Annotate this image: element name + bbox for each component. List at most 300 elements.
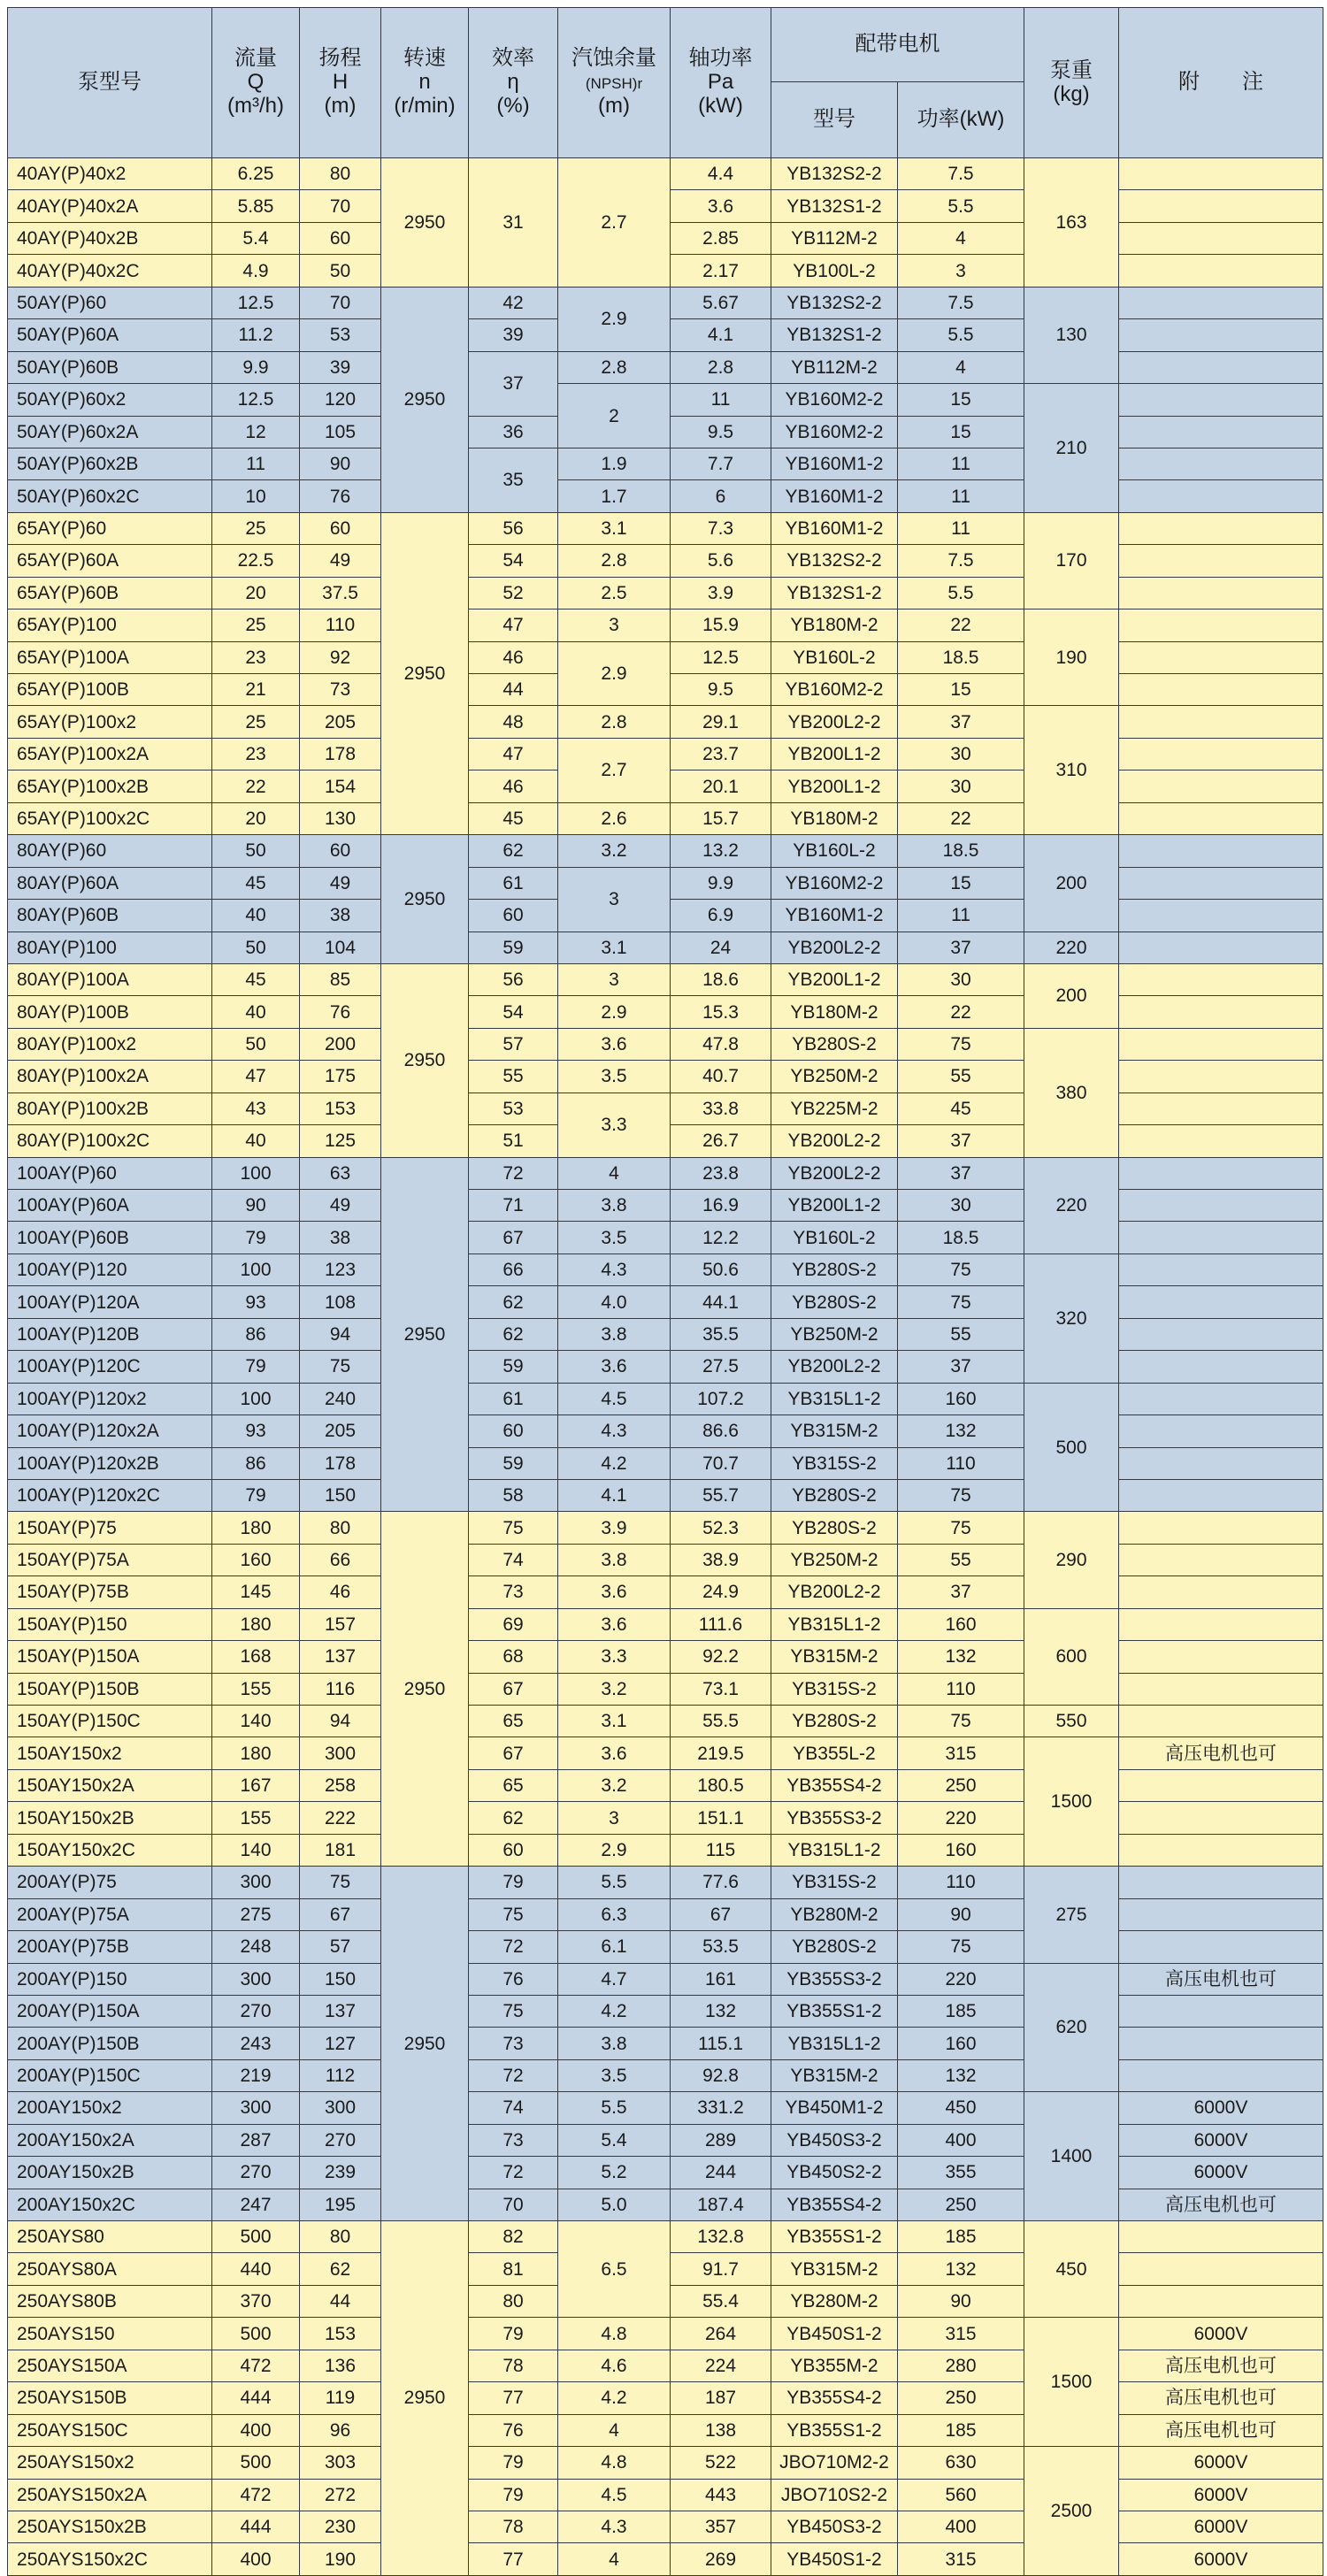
- efficiency-cell: 79: [469, 1867, 558, 1898]
- shaft-power-cell: 5.6: [671, 545, 771, 577]
- efficiency-cell: 55: [469, 1061, 558, 1092]
- note-cell: [1119, 2253, 1323, 2285]
- npsh-cell: 4.5: [558, 2479, 671, 2511]
- pump-model-cell: 200AY(P)75: [8, 1867, 212, 1898]
- motor-power-cell: 37: [898, 706, 1024, 738]
- table-row: [8, 706, 1323, 738]
- table-row: [8, 351, 1323, 383]
- flow-cell: 43: [212, 1092, 300, 1124]
- efficiency-cell: 72: [469, 1157, 558, 1189]
- head-cell: 258: [300, 1769, 381, 1801]
- shaft-power-cell: 161: [671, 1963, 771, 1995]
- head-cell: 90: [300, 448, 381, 479]
- table-row: [8, 996, 1323, 1028]
- shaft-power-cell: 180.5: [671, 1769, 771, 1801]
- head-cell: 105: [300, 416, 381, 448]
- shaft-power-cell: 86.6: [671, 1415, 771, 1447]
- speed-cell: 2950: [381, 512, 469, 834]
- npsh-cell: 3.3: [558, 1092, 671, 1157]
- table-row: [8, 1544, 1323, 1576]
- pump-model-cell: 80AY(P)100x2B: [8, 1092, 212, 1124]
- motor-power-cell: 315: [898, 2318, 1024, 2350]
- npsh-cell: 3: [558, 963, 671, 995]
- note-cell: [1119, 1415, 1323, 1447]
- efficiency-cell: 60: [469, 1415, 558, 1447]
- table-header: [8, 8, 1323, 158]
- flow-cell: 500: [212, 2318, 300, 2350]
- motor-power-cell: 45: [898, 1092, 1024, 1124]
- table-row: [8, 158, 1323, 190]
- flow-cell: 20: [212, 802, 300, 834]
- flow-cell: 23: [212, 738, 300, 770]
- shaft-power-cell: 35.5: [671, 1318, 771, 1350]
- pump-weight-cell: 320: [1024, 1254, 1119, 1383]
- pump-model-cell: 65AY(P)100x2B: [8, 770, 212, 802]
- head-cell: 49: [300, 867, 381, 899]
- pump-model-cell: 50AY(P)60x2: [8, 384, 212, 416]
- shaft-power-cell: 3.6: [671, 190, 771, 222]
- npsh-cell: 6.1: [558, 1931, 671, 1963]
- header-eff-symbol: η: [507, 70, 519, 95]
- flow-cell: 270: [212, 2157, 300, 2189]
- header-speed-symbol: n: [418, 70, 431, 95]
- motor-power-cell: 75: [898, 1028, 1024, 1060]
- shaft-power-cell: 7.3: [671, 512, 771, 544]
- motor-power-cell: 30: [898, 963, 1024, 995]
- note-cell: [1119, 480, 1323, 512]
- head-cell: 272: [300, 2479, 381, 2511]
- note-cell: 6000V: [1119, 2543, 1323, 2575]
- npsh-cell: 3.5: [558, 1222, 671, 1254]
- pump-model-cell: 80AY(P)100A: [8, 963, 212, 995]
- flow-cell: 300: [212, 1963, 300, 1995]
- npsh-cell: 2.9: [558, 641, 671, 706]
- note-cell: [1119, 1995, 1323, 2027]
- pump-model-cell: 250AYS150C: [8, 2414, 212, 2446]
- flow-cell: 500: [212, 2221, 300, 2253]
- note-cell: [1119, 2028, 1323, 2059]
- efficiency-cell: 79: [469, 2479, 558, 2511]
- motor-power-cell: 132: [898, 1415, 1024, 1447]
- pump-model-cell: 100AY(P)120A: [8, 1286, 212, 1318]
- efficiency-cell: 72: [469, 2157, 558, 2189]
- motor-model-cell: YB180M-2: [771, 996, 898, 1028]
- efficiency-cell: 70: [469, 2189, 558, 2220]
- pump-model-cell: 200AY150x2C: [8, 2189, 212, 2220]
- note-cell: [1119, 1092, 1323, 1124]
- table-row: [8, 577, 1323, 609]
- motor-model-cell: YB450S1-2: [771, 2318, 898, 2350]
- efficiency-cell: 48: [469, 706, 558, 738]
- header-weight: [1024, 8, 1119, 158]
- head-cell: 60: [300, 835, 381, 867]
- head-cell: 38: [300, 900, 381, 932]
- shaft-power-cell: 55.4: [671, 2285, 771, 2317]
- motor-power-cell: 18.5: [898, 835, 1024, 867]
- flow-cell: 11: [212, 448, 300, 479]
- efficiency-cell: 56: [469, 512, 558, 544]
- header-npsh: [558, 8, 671, 158]
- flow-cell: 300: [212, 2092, 300, 2124]
- efficiency-cell: 66: [469, 1254, 558, 1285]
- head-cell: 80: [300, 158, 381, 190]
- note-cell: [1119, 1222, 1323, 1254]
- header-shaft-symbol: Pa: [707, 70, 734, 95]
- motor-power-cell: 90: [898, 1898, 1024, 1930]
- shaft-power-cell: 92.8: [671, 2059, 771, 2091]
- header-head-unit: (m): [324, 93, 357, 118]
- motor-model-cell: YB200L1-2: [771, 963, 898, 995]
- note-cell: [1119, 1931, 1323, 1963]
- flow-cell: 6.25: [212, 158, 300, 190]
- head-cell: 67: [300, 1898, 381, 1930]
- head-cell: 157: [300, 1608, 381, 1640]
- table-body: [8, 158, 1323, 2576]
- flow-cell: 40: [212, 900, 300, 932]
- motor-power-cell: 220: [898, 1802, 1024, 1834]
- motor-power-cell: 75: [898, 1931, 1024, 1963]
- motor-power-cell: 37: [898, 1351, 1024, 1383]
- note-cell: [1119, 867, 1323, 899]
- pump-weight-cell: 130: [1024, 287, 1119, 383]
- motor-power-cell: 132: [898, 2059, 1024, 2091]
- table-row: [8, 835, 1323, 867]
- efficiency-cell: 59: [469, 932, 558, 963]
- motor-power-cell: 11: [898, 900, 1024, 932]
- pump-model-cell: 80AY(P)100: [8, 932, 212, 963]
- shaft-power-cell: 244: [671, 2157, 771, 2189]
- npsh-cell: 3.6: [558, 1028, 671, 1060]
- note-cell: [1119, 1286, 1323, 1318]
- npsh-cell: 2.8: [558, 351, 671, 383]
- pump-weight-cell: 1400: [1024, 2092, 1119, 2221]
- flow-cell: 155: [212, 1673, 300, 1705]
- efficiency-cell: 42: [469, 287, 558, 318]
- shaft-power-cell: 27.5: [671, 1351, 771, 1383]
- table-row: [8, 932, 1323, 963]
- header-motor-model: 型号: [771, 82, 898, 158]
- shaft-power-cell: 357: [671, 2511, 771, 2542]
- npsh-cell: 3.9: [558, 1512, 671, 1544]
- motor-model-cell: YB200L1-2: [771, 738, 898, 770]
- pump-model-cell: 80AY(P)60B: [8, 900, 212, 932]
- note-cell: [1119, 158, 1323, 190]
- table-row: [8, 512, 1323, 544]
- npsh-cell: 2: [558, 384, 671, 448]
- head-cell: 96: [300, 2414, 381, 2446]
- shaft-power-cell: 55.7: [671, 1479, 771, 1511]
- header-efficiency: [469, 8, 558, 158]
- pump-model-cell: 150AY(P)150A: [8, 1641, 212, 1673]
- table-row: [8, 2157, 1323, 2189]
- head-cell: 70: [300, 287, 381, 318]
- note-cell: [1119, 1157, 1323, 1189]
- head-cell: 50: [300, 255, 381, 287]
- motor-model-cell: YB355S4-2: [771, 2382, 898, 2414]
- shaft-power-cell: 264: [671, 2318, 771, 2350]
- pump-weight-cell: 380: [1024, 1028, 1119, 1157]
- pump-model-cell: 200AY(P)75B: [8, 1931, 212, 1963]
- flow-cell: 167: [212, 1769, 300, 1801]
- pump-model-cell: 65AY(P)60A: [8, 545, 212, 577]
- motor-model-cell: YB160M2-2: [771, 674, 898, 706]
- speed-cell: 2950: [381, 158, 469, 288]
- pump-model-cell: 65AY(P)100A: [8, 641, 212, 673]
- motor-model-cell: YB160M1-2: [771, 480, 898, 512]
- shaft-power-cell: 2.17: [671, 255, 771, 287]
- npsh-cell: 3: [558, 1802, 671, 1834]
- motor-model-cell: YB132S2-2: [771, 545, 898, 577]
- flow-cell: 140: [212, 1834, 300, 1866]
- motor-model-cell: YB180M-2: [771, 802, 898, 834]
- head-cell: 75: [300, 1867, 381, 1898]
- motor-power-cell: 37: [898, 932, 1024, 963]
- motor-power-cell: 15: [898, 867, 1024, 899]
- shaft-power-cell: 70.7: [671, 1447, 771, 1479]
- note-cell: [1119, 1190, 1323, 1222]
- flow-cell: 22.5: [212, 545, 300, 577]
- motor-model-cell: YB355S3-2: [771, 1802, 898, 1834]
- note-cell: [1119, 706, 1323, 738]
- table-row: [8, 1061, 1323, 1092]
- head-cell: 175: [300, 1061, 381, 1092]
- pump-model-cell: 250AYS80: [8, 2221, 212, 2253]
- flow-cell: 25: [212, 512, 300, 544]
- header-weight-label: 泵重: [1050, 58, 1093, 82]
- note-cell: [1119, 384, 1323, 416]
- note-cell: [1119, 512, 1323, 544]
- motor-power-cell: 185: [898, 2221, 1024, 2253]
- flow-cell: 100: [212, 1254, 300, 1285]
- motor-power-cell: 7.5: [898, 545, 1024, 577]
- efficiency-cell: 67: [469, 1222, 558, 1254]
- flow-cell: 79: [212, 1222, 300, 1254]
- head-cell: 205: [300, 706, 381, 738]
- speed-cell: 2950: [381, 1512, 469, 1867]
- shaft-power-cell: 219.5: [671, 1737, 771, 1769]
- note-cell: [1119, 610, 1323, 641]
- head-cell: 94: [300, 1318, 381, 1350]
- motor-power-cell: 55: [898, 1318, 1024, 1350]
- motor-power-cell: 15: [898, 384, 1024, 416]
- flow-cell: 275: [212, 1898, 300, 1930]
- head-cell: 46: [300, 1576, 381, 1608]
- shaft-power-cell: 4.4: [671, 158, 771, 190]
- header-eff-unit: (%): [496, 93, 530, 118]
- head-cell: 108: [300, 1286, 381, 1318]
- motor-model-cell: YB355S4-2: [771, 1769, 898, 1801]
- note-cell: [1119, 1544, 1323, 1576]
- head-cell: 60: [300, 512, 381, 544]
- pump-model-cell: 200AY150x2B: [8, 2157, 212, 2189]
- note-cell: 6000V: [1119, 2479, 1323, 2511]
- head-cell: 76: [300, 996, 381, 1028]
- shaft-power-cell: 73.1: [671, 1673, 771, 1705]
- head-cell: 112: [300, 2059, 381, 2091]
- efficiency-cell: 75: [469, 1898, 558, 1930]
- motor-power-cell: 220: [898, 1963, 1024, 1995]
- npsh-cell: 3.8: [558, 1190, 671, 1222]
- motor-model-cell: YB160M2-2: [771, 416, 898, 448]
- pump-weight-cell: 290: [1024, 1512, 1119, 1608]
- npsh-cell: 2.6: [558, 802, 671, 834]
- npsh-cell: 4.3: [558, 1254, 671, 1285]
- motor-model-cell: YB280M-2: [771, 2285, 898, 2317]
- table-row: [8, 1802, 1323, 1834]
- efficiency-cell: 35: [469, 448, 558, 512]
- header-npsh-unit: (m): [598, 93, 630, 118]
- note-cell: [1119, 545, 1323, 577]
- head-cell: 239: [300, 2157, 381, 2189]
- shaft-power-cell: 53.5: [671, 1931, 771, 1963]
- flow-cell: 270: [212, 1995, 300, 2027]
- head-cell: 38: [300, 1222, 381, 1254]
- shaft-power-cell: 111.6: [671, 1608, 771, 1640]
- motor-power-cell: 11: [898, 480, 1024, 512]
- shaft-power-cell: 132.8: [671, 2221, 771, 2253]
- note-cell: 高压电机也可: [1119, 2189, 1323, 2220]
- note-cell: [1119, 351, 1323, 383]
- table-row: [8, 2447, 1323, 2479]
- note-cell: [1119, 1447, 1323, 1479]
- efficiency-cell: 65: [469, 1769, 558, 1801]
- efficiency-cell: 62: [469, 1802, 558, 1834]
- motor-power-cell: 185: [898, 2414, 1024, 2446]
- shaft-power-cell: 29.1: [671, 706, 771, 738]
- flow-cell: 93: [212, 1415, 300, 1447]
- pump-model-cell: 200AY150x2: [8, 2092, 212, 2124]
- shaft-power-cell: 132: [671, 1995, 771, 2027]
- table-row: [8, 1479, 1323, 1511]
- motor-model-cell: YB200L2-2: [771, 706, 898, 738]
- efficiency-cell: 76: [469, 2414, 558, 2446]
- motor-power-cell: 30: [898, 770, 1024, 802]
- motor-power-cell: 30: [898, 1190, 1024, 1222]
- head-cell: 49: [300, 1190, 381, 1222]
- head-cell: 75: [300, 1351, 381, 1383]
- head-cell: 200: [300, 1028, 381, 1060]
- note-cell: [1119, 1867, 1323, 1898]
- head-cell: 116: [300, 1673, 381, 1705]
- motor-power-cell: 22: [898, 802, 1024, 834]
- motor-power-cell: 4: [898, 351, 1024, 383]
- motor-model-cell: YB132S2-2: [771, 287, 898, 318]
- pump-model-cell: 250AYS80A: [8, 2253, 212, 2285]
- table-row: [8, 2414, 1323, 2446]
- pump-model-cell: 150AY(P)150C: [8, 1706, 212, 1737]
- flow-cell: 79: [212, 1479, 300, 1511]
- efficiency-cell: 47: [469, 738, 558, 770]
- shaft-power-cell: 33.8: [671, 1092, 771, 1124]
- motor-power-cell: 110: [898, 1673, 1024, 1705]
- motor-power-cell: 315: [898, 2543, 1024, 2575]
- header-speed-label: 转速: [403, 46, 446, 71]
- motor-power-cell: 400: [898, 2124, 1024, 2156]
- pump-model-cell: 65AY(P)100: [8, 610, 212, 641]
- shaft-power-cell: 9.5: [671, 416, 771, 448]
- efficiency-cell: 62: [469, 1286, 558, 1318]
- motor-model-cell: YB160M2-2: [771, 867, 898, 899]
- motor-power-cell: 5.5: [898, 577, 1024, 609]
- pump-model-cell: 50AY(P)60B: [8, 351, 212, 383]
- npsh-cell: 4.8: [558, 2447, 671, 2479]
- efficiency-cell: 59: [469, 1447, 558, 1479]
- note-cell: 6000V: [1119, 2124, 1323, 2156]
- shaft-power-cell: 40.7: [671, 1061, 771, 1092]
- motor-power-cell: 5.5: [898, 190, 1024, 222]
- motor-power-cell: 22: [898, 610, 1024, 641]
- flow-cell: 12.5: [212, 384, 300, 416]
- shaft-power-cell: 26.7: [671, 1125, 771, 1157]
- npsh-cell: 5.5: [558, 1867, 671, 1898]
- flow-cell: 300: [212, 1867, 300, 1898]
- head-cell: 181: [300, 1834, 381, 1866]
- flow-cell: 22: [212, 770, 300, 802]
- header-npsh-label: 汽蚀余量: [571, 46, 656, 71]
- head-cell: 80: [300, 1512, 381, 1544]
- flow-cell: 10: [212, 480, 300, 512]
- shaft-power-cell: 47.8: [671, 1028, 771, 1060]
- flow-cell: 40: [212, 996, 300, 1028]
- pump-model-cell: 50AY(P)60x2C: [8, 480, 212, 512]
- motor-power-cell: 250: [898, 2382, 1024, 2414]
- note-cell: [1119, 932, 1323, 963]
- note-cell: 6000V: [1119, 2157, 1323, 2189]
- head-cell: 76: [300, 480, 381, 512]
- head-cell: 154: [300, 770, 381, 802]
- pump-weight-cell: 1500: [1024, 2318, 1119, 2447]
- shaft-power-cell: 15.3: [671, 996, 771, 1028]
- shaft-power-cell: 2.8: [671, 351, 771, 383]
- npsh-cell: 2.7: [558, 158, 671, 288]
- flow-cell: 20: [212, 577, 300, 609]
- motor-power-cell: 4: [898, 222, 1024, 254]
- pump-model-cell: 200AY(P)75A: [8, 1898, 212, 1930]
- table-row: [8, 802, 1323, 834]
- note-cell: 高压电机也可: [1119, 1737, 1323, 1769]
- motor-model-cell: YB315L1-2: [771, 1383, 898, 1414]
- pump-weight-cell: 1500: [1024, 1737, 1119, 1867]
- table-row: [8, 1318, 1323, 1350]
- motor-model-cell: YB315M-2: [771, 1415, 898, 1447]
- shaft-power-cell: 20.1: [671, 770, 771, 802]
- motor-model-cell: YB280S-2: [771, 1286, 898, 1318]
- table-row: [8, 480, 1323, 512]
- motor-power-cell: 160: [898, 1383, 1024, 1414]
- pump-model-cell: 100AY(P)60B: [8, 1222, 212, 1254]
- pump-weight-cell: 450: [1024, 2221, 1119, 2318]
- npsh-cell: 3: [558, 867, 671, 932]
- pump-model-cell: 100AY(P)120C: [8, 1351, 212, 1383]
- pump-weight-cell: 170: [1024, 512, 1119, 609]
- header-eff-label: 效率: [492, 46, 534, 71]
- note-cell: [1119, 1706, 1323, 1737]
- table-row: [8, 1028, 1323, 1060]
- efficiency-cell: 53: [469, 1092, 558, 1124]
- motor-model-cell: YB200L2-2: [771, 1157, 898, 1189]
- flow-cell: 45: [212, 867, 300, 899]
- speed-cell: 2950: [381, 287, 469, 512]
- head-cell: 153: [300, 2318, 381, 2350]
- note-cell: [1119, 963, 1323, 995]
- note-cell: [1119, 1061, 1323, 1092]
- pump-model-cell: 150AY150x2A: [8, 1769, 212, 1801]
- pump-model-cell: 65AY(P)60: [8, 512, 212, 544]
- efficiency-cell: 61: [469, 1383, 558, 1414]
- note-cell: [1119, 1125, 1323, 1157]
- motor-power-cell: 132: [898, 2253, 1024, 2285]
- pump-model-cell: 50AY(P)60x2B: [8, 448, 212, 479]
